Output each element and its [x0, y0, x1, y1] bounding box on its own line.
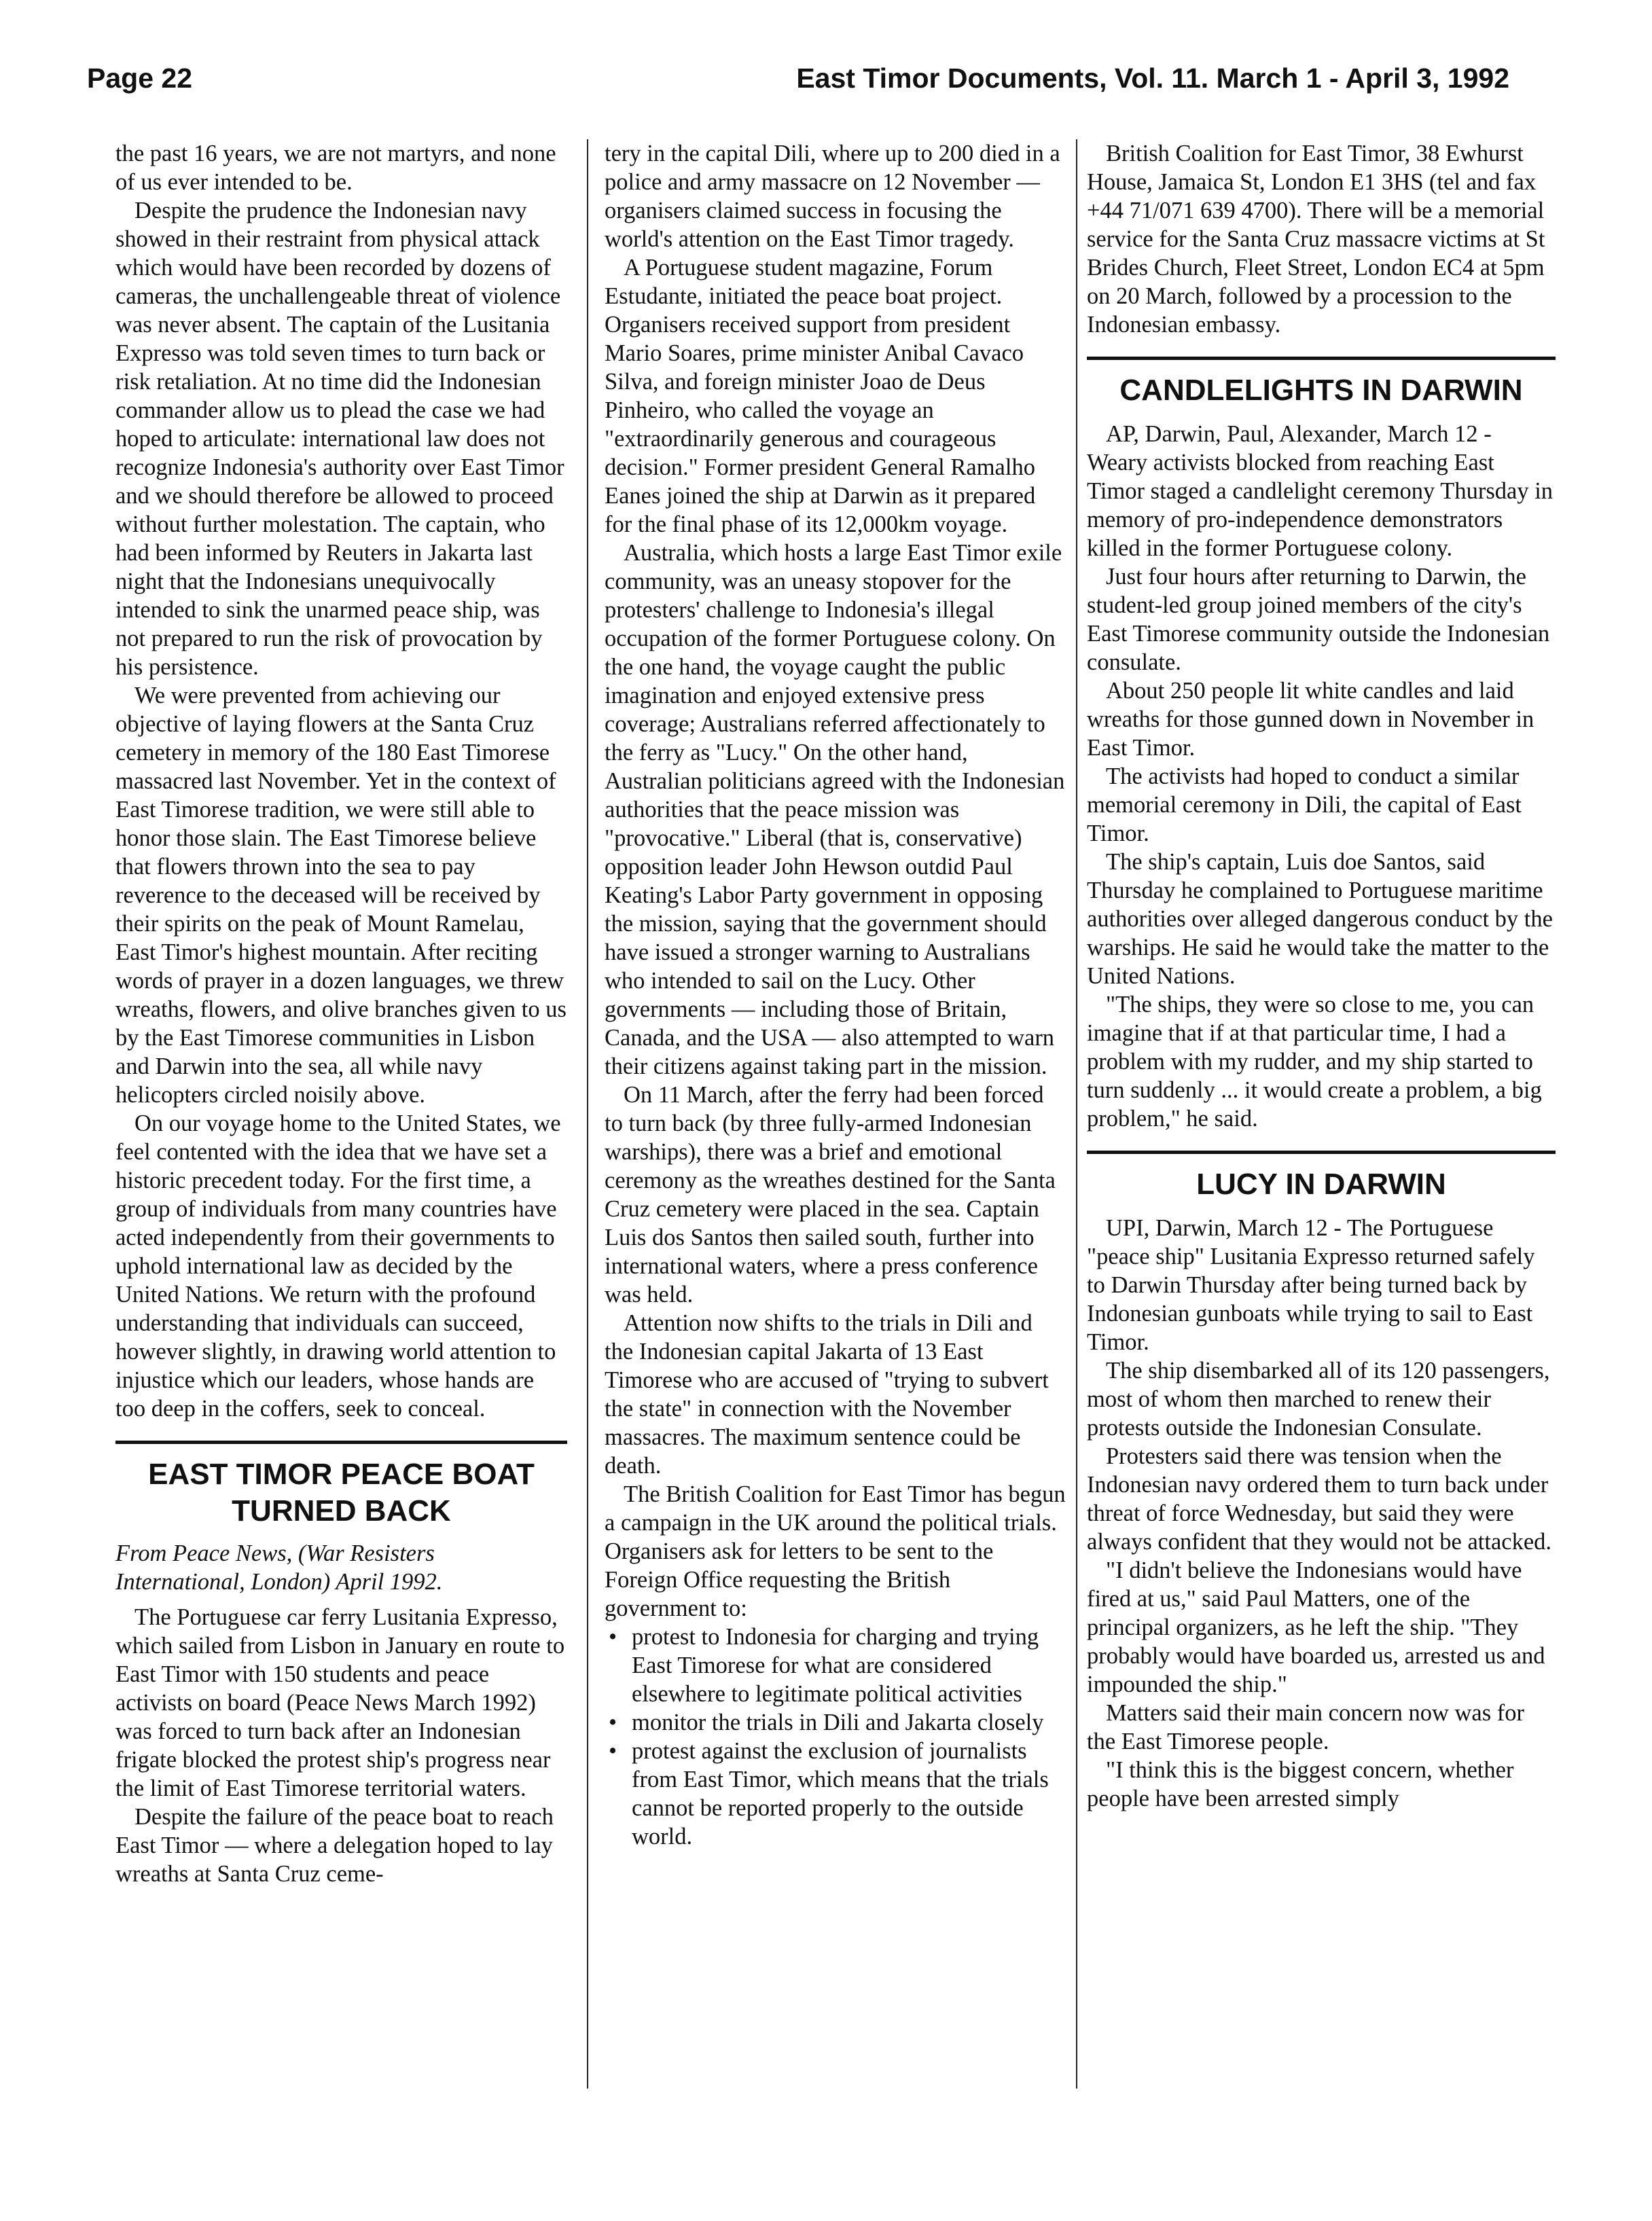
peace-boat-byline: From Peace News, (War Resisters International, London) April 1992.	[115, 1540, 443, 1595]
paragraph: The British Coalition for East Timor has begun a campaign in the UK around the political trials. Organisers ask for letters to be sent to the Foreign Office requesting the British government to:	[605, 1481, 1066, 1621]
request-list	[605, 1623, 1066, 1851]
list-item: • monitor the trials in Dili and Jakarta closely	[605, 1708, 1066, 1737]
paragraph: AP, Darwin, Paul, Alexander, March 12 - Weary activists blocked from reaching East Timor staged a candlelight ceremony Thursday in memory of pro-independence demonstrators killed in the former Portuguese colony.	[1087, 421, 1554, 561]
section-rule	[1087, 1151, 1556, 1154]
paragraph: the past 16 years, we are not martyrs, and none of us ever intended to be.	[115, 141, 556, 195]
paragraph: "The ships, they were so close to me, you can imagine that if at that particular time, I had a problem with my rudder, and my ship started to turn suddenly ... it would create a problem, a big problem," he said.	[1087, 992, 1542, 1132]
lucy-headline: LUCY IN DARWIN	[1196, 1168, 1446, 1201]
paragraph: About 250 people lit white candles and laid wreaths for those gunned down in November in East Timor.	[1087, 678, 1534, 761]
paragraph: Attention now shifts to the trials in Dili and the Indonesian capital Jakarta of 13 East Timorese who are accused of "trying to subvert the state" in connection with the November massacres. The maximum sentence could be death.	[605, 1310, 1049, 1479]
paragraph: The ship's captain, Luis doe Santos, said Thursday he complained to Portuguese maritime authorities over alleged dangerous conduct by the warships. He said he would take the matter to the United Nations.	[1087, 849, 1553, 989]
section-rule	[1087, 357, 1556, 360]
paragraph: UPI, Darwin, March 12 - The Portuguese "peace ship" Lusitania Expresso returned safely to Darwin Thursday after being turned back by Indonesian gunboats while trying to sail to East Timor.	[1087, 1215, 1535, 1355]
paragraph: "I think this is the biggest concern, whether people have been arrested simply	[1087, 1757, 1514, 1811]
paragraph: The Portuguese car ferry Lusitania Expresso, which sailed from Lisbon in January en route to East Timor with 150 students and peace activists on board (Peace News March 1992) was forced to turn back after an Indonesian frigate blocked the protest ship's progress near the limit of East Timorese territorial waters.	[115, 1604, 565, 1801]
paragraph: Just four hours after returning to Darwin, the student-led group joined members of the city's East Timorese community outside the Indonesian consulate.	[1087, 564, 1550, 675]
list-item: • protest to Indonesia for charging and trying East Timorese for what are considered elsewhere to legitimate political activities	[605, 1623, 1066, 1708]
paragraph: British Coalition for East Timor, 38 Ewhurst House, Jamaica St, London E1 3HS (tel and fax +44 71/071 639 4700). There will be a memorial service for the Santa Cruz massacre victims at St Brides Church, Fleet Street, London EC4 at 5pm on 20 March, followed by a procession to the Indonesian embassy.	[1087, 141, 1545, 338]
peace-boat-headline: EAST TIMOR PEACE BOAT TURNED BACK	[148, 1458, 535, 1528]
paragraph: Protesters said there was tension when the Indonesian navy ordered them to turn back under threat of force Wednesday, but said they were always confident that they would not be attacked.	[1087, 1443, 1552, 1555]
paragraph: The ship disembarked all of its 120 passengers, most of whom then marched to renew their protests outside the Indonesian Consulate.	[1087, 1358, 1550, 1441]
paragraph: On our voyage home to the United States, we feel contented with the idea that we have set a historic precedent today. For the first time, a group of individuals from many countries have acted independently from their governments to uphold international law as decided by the United Nations. We return with the profound understanding that individuals can succeed, however slightly, in drawing world attention to injustice which our leaders, whose hands are too deep in the coffers, seek to conceal.	[115, 1110, 561, 1422]
publication-title: East Timor Documents, Vol. 11. March 1 - April 3, 1992	[796, 62, 1509, 94]
paragraph: Despite the prudence the Indonesian navy showed in their restraint from physical attack which would have been recorded by dozens of cameras, the unchallengeable threat of violence was never absent. The captain of the Lusitania Expresso was told seven times to turn back or risk retaliation. At no time did the Indonesian commander allow us to plead the case we had hoped to articulate: international law does not recognize Indonesia's authority over East Timor and we should therefore be allowed to proceed without further molestation. The captain, who had been informed by Reuters in Jakarta last night that the Indonesians unequivocally intended to sink the unarmed peace ship, was not prepared to run the risk of provocation by his persistence.	[115, 198, 564, 680]
column-3	[1087, 139, 1556, 1813]
page-header	[87, 62, 1509, 103]
paragraph: Australia, which hosts a large East Timor exile community, was an uneasy stopover for the protesters' challenge to Indonesia's illegal occupation of the former Portuguese colony. On the one hand, the voyage caught the public imagination and enjoyed extensive press coverage; Australians referred affectionately to the ferry as "Lucy." On the other hand, Australian politicians agreed with the Indonesian authorities that the peace mission was "provocative." Liberal (that is, conservative) opposition leader John Hewson outdid Paul Keating's Labor Party government in opposing the mission, saying that the government should have issued a stronger warning to Australians who intended to sail on the Lucy. Other governments — including those of Britain, Canada, and the USA — also attempted to warn their citizens against taking part in the mission.	[605, 540, 1065, 1079]
paragraph: We were prevented from achieving our objective of laying flowers at the Santa Cruz cemetery in memory of the 180 East Timorese massacred last November. Yet in the context of East Timorese tradition, we were still able to honor those slain. The East Timorese believe that flowers thrown into the sea to pay reverence to the deceased will be received by their spirits on the peak of Mount Ramelau, East Timor's highest mountain. After reciting words of prayer in a dozen languages, we threw wreaths, flowers, and olive branches given to us by the East Timorese communities in Lisbon and Darwin into the sea, all while navy helicopters circled noisily above.	[115, 683, 567, 1108]
section-rule	[115, 1441, 567, 1444]
paragraph: "I didn't believe the Indonesians would have fired at us," said Paul Matters, one of the principal organizers, as he left the ship. "They probably would have boarded us, arrested us and impounded the ship."	[1087, 1557, 1545, 1697]
paragraph: Matters said their main concern now was for the East Timorese people.	[1087, 1700, 1525, 1754]
list-item: • protest against the exclusion of journalists from East Timor, which means that the trials cannot be reported properly to the outside world.	[605, 1737, 1066, 1851]
column-divider-2	[1076, 139, 1077, 2089]
candlelights-headline: CANDLELIGHTS IN DARWIN	[1119, 374, 1523, 407]
column-1	[115, 139, 567, 1888]
paragraph: A Portuguese student magazine, Forum Estudante, initiated the peace boat project. Organisers received support from president Mario Soares, prime minister Anibal Cavaco Silva, and foreign minister Joao de Deus Pinheiro, who called the voyage an "extraordinarily generous and courageous decision." Former president General Ramalho Eanes joined the ship at Darwin as it prepared for the final phase of its 12,000km voyage.	[605, 255, 1036, 537]
paragraph: Despite the failure of the peace boat to reach East Timor — where a delegation hoped to lay wreaths at Santa Cruz ceme-	[115, 1804, 554, 1887]
paragraph: The activists had hoped to conduct a similar memorial ceremony in Dili, the capital of East Timor.	[1087, 763, 1522, 846]
paragraph: tery in the capital Dili, where up to 200 died in a police and army massacre on 12 November — organisers claimed success in focusing the world's attention on the East Timor tragedy.	[605, 141, 1060, 252]
paragraph: On 11 March, after the ferry had been forced to turn back (by three fully-armed Indonesian warships), there was a brief and emotional ceremony as the wreathes destined for the Santa Cruz cemetery were placed in the sea. Captain Luis dos Santos then sailed south, further into international waters, where a press conference was held.	[605, 1082, 1056, 1307]
column-2	[605, 139, 1066, 1851]
column-divider-1	[587, 139, 588, 2089]
page-number: Page 22	[87, 62, 192, 94]
